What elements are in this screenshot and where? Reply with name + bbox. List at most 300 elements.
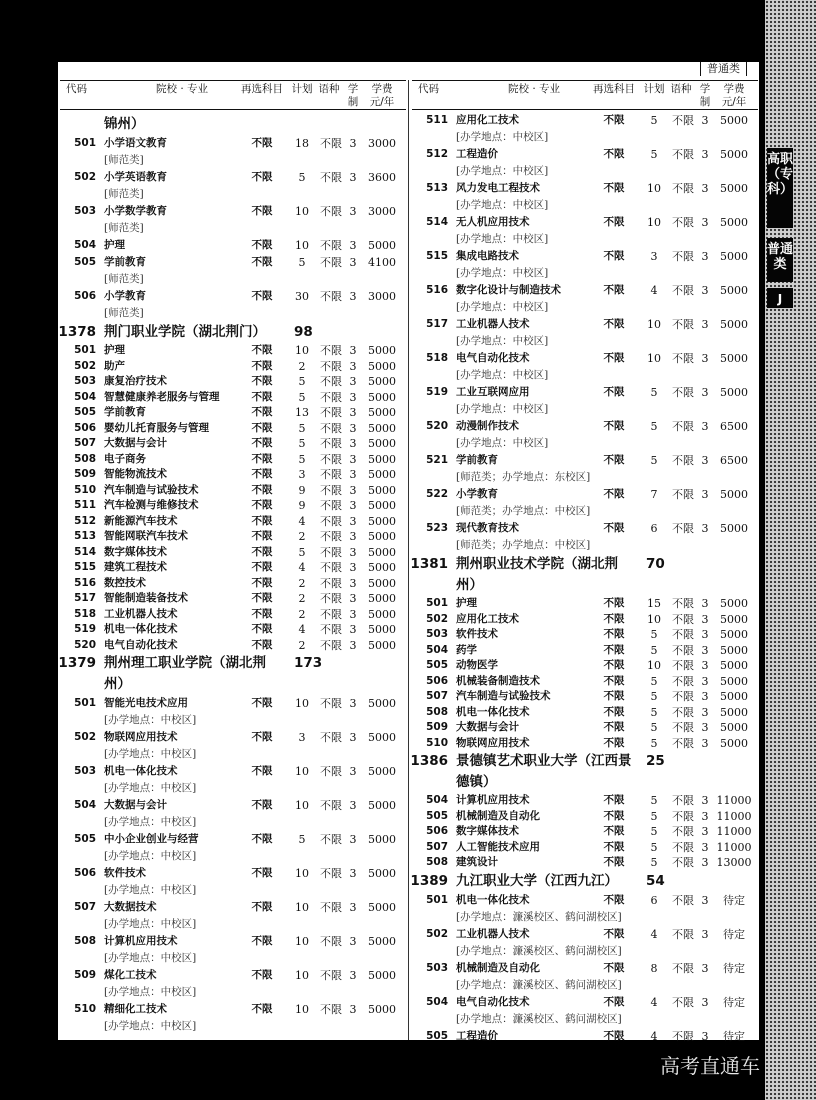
school-row [60,653,406,674]
major-note: [师范类] [104,188,144,200]
major-fee: 5000 [368,623,396,636]
major-language: 不限 [320,375,342,388]
major-system: 3 [701,522,709,535]
major-note: [办学地点：中校区] [456,437,549,449]
header-system: 学 [699,83,711,95]
major-language: 不限 [672,318,694,331]
major-name: 护理 [456,597,477,609]
note-row [412,231,758,248]
major-language: 不限 [672,721,694,734]
major-fee: 待定 [723,1029,745,1043]
major-plan: 4 [298,561,306,574]
major-system: 3 [349,576,357,590]
major-subject: 不限 [603,927,625,940]
major-plan: 2 [298,638,306,652]
major-language: 不限 [320,137,342,150]
major-code: 502 [74,171,96,183]
major-fee: 5000 [368,437,396,450]
major-note: [师范类] [104,154,144,166]
major-plan: 5 [298,390,306,404]
school-code: 1381 [410,556,448,572]
major-subject: 不限 [251,697,273,709]
note-row [60,746,406,763]
major-code: 505 [426,809,448,822]
major-code: 506 [426,825,448,837]
major-language: 不限 [320,290,342,303]
major-language: 不限 [672,643,694,657]
major-plan: 5 [650,386,658,399]
major-subject: 不限 [603,674,625,687]
major-note: [办学地点：中校区] [104,918,197,930]
major-name: 工业机器人技术 [456,927,530,940]
major-system: 3 [349,452,357,466]
major-fee: 6500 [720,454,748,467]
major-name: 机械制造及自动化 [456,809,540,822]
major-subject: 不限 [603,995,625,1008]
major-language: 不限 [672,352,694,365]
major-system: 3 [701,1029,709,1043]
note-row [412,943,758,960]
major-plan: 10 [647,352,661,365]
major-subject: 不限 [251,833,273,845]
major-system: 3 [349,514,357,528]
major-system: 3 [701,420,709,433]
major-subject: 不限 [603,597,625,609]
major-row [412,316,758,333]
major-row [60,237,406,254]
major-fee: 5000 [368,867,396,880]
major-system: 3 [349,545,357,559]
major-language: 不限 [320,530,342,543]
school-total-plan: 54 [646,872,665,889]
note-row [412,435,758,452]
major-name: 数字媒体技术 [456,825,519,837]
major-name: 护理 [104,344,125,356]
major-subject: 不限 [251,592,273,604]
major-name: 汽车制造与试验技术 [104,483,199,496]
major-system: 3 [349,239,357,252]
major-code: 517 [74,592,96,604]
major-fee: 5000 [720,114,748,127]
major-system: 3 [701,674,709,688]
major-subject: 不限 [603,690,625,702]
major-subject: 不限 [603,794,625,806]
major-name: 人工智能技术应用 [456,840,540,853]
major-code: 511 [426,114,448,126]
major-row [412,384,758,401]
major-name: 数字化设计与制造技术 [456,284,561,296]
major-plan: 10 [647,659,661,672]
major-fee: 5000 [720,659,748,672]
major-plan: 5 [298,375,306,388]
major-row [412,214,758,231]
major-row [60,359,406,375]
note-row [412,299,758,316]
major-system: 3 [349,969,357,982]
major-plan: 4 [650,927,658,941]
major-name: 煤化工技术 [104,969,157,981]
major-fee: 5000 [720,148,748,161]
major-system: 3 [349,137,357,150]
note-row [412,367,758,384]
header-school-major: 院校 · 专业 [507,83,560,95]
major-system: 3 [349,499,357,512]
major-language: 不限 [320,901,342,914]
major-fee: 3600 [368,171,396,184]
major-note: [办学地点：濂溪校区、鹤问湖校区] [456,1012,622,1025]
major-plan: 10 [295,867,309,880]
major-row [60,545,406,561]
major-language: 不限 [672,840,694,854]
major-language: 不限 [672,612,694,626]
major-note: [办学地点：中校区] [456,199,549,211]
major-language: 不限 [320,765,342,778]
major-fee: 3000 [368,290,396,303]
major-subject: 不限 [603,352,625,364]
major-row [60,452,406,468]
major-system: 3 [701,736,709,750]
major-row [60,288,406,305]
major-system: 3 [701,148,709,161]
major-code: 504 [426,794,448,806]
major-system: 3 [349,607,357,621]
major-name: 工程造价 [456,148,498,160]
major-note: [办学地点：中校区] [104,816,197,828]
major-plan: 5 [298,437,306,450]
major-code: 508 [426,705,448,718]
major-plan: 2 [298,607,306,621]
major-system: 3 [349,901,357,914]
major-language: 不限 [320,935,342,948]
major-subject: 不限 [603,420,625,432]
note-row [412,977,758,994]
major-row [412,674,758,690]
school-name: 九江职业大学（江西九江） [456,872,618,889]
major-system: 3 [349,561,357,574]
major-system: 3 [701,794,709,807]
major-name: 物联网应用技术 [456,736,530,749]
major-plan: 5 [298,171,306,184]
major-fee: 5000 [368,375,396,388]
major-row [60,483,406,499]
major-fee: 5000 [368,530,396,543]
major-language: 不限 [672,114,694,127]
major-plan: 4 [650,284,658,297]
major-plan: 30 [295,290,309,303]
side-tab-letter: J [767,288,793,308]
major-fee: 待定 [723,893,745,907]
major-name: 工业机器人技术 [456,318,530,330]
major-fee: 5000 [368,390,396,404]
major-system: 3 [349,359,357,373]
major-code: 506 [426,674,448,687]
major-system: 3 [349,171,357,184]
major-plan: 13 [295,406,309,419]
note-row [60,1018,406,1035]
major-system: 3 [349,592,357,605]
major-plan: 10 [647,182,661,195]
major-system: 3 [349,421,357,435]
major-row [60,514,406,530]
major-row [60,529,406,545]
major-fee: 5000 [720,216,748,229]
major-name: 智能网联汽车技术 [104,530,188,542]
major-note: [办学地点：中校区] [456,267,549,279]
major-subject: 不限 [603,454,625,466]
major-subject: 不限 [603,1029,625,1042]
major-row [60,607,406,623]
major-language: 不限 [672,1029,694,1043]
major-fee: 5000 [368,901,396,914]
major-subject: 不限 [251,452,273,465]
major-subject: 不限 [251,344,273,356]
major-fee: 5000 [720,612,748,626]
major-name: 小学英语教育 [104,171,167,183]
major-subject: 不限 [603,721,625,733]
note-row [412,503,758,520]
major-code: 502 [426,927,448,940]
major-plan: 10 [295,1003,309,1016]
major-code: 513 [74,530,96,542]
major-language: 不限 [320,833,342,846]
major-language: 不限 [672,995,694,1009]
major-language: 不限 [320,697,342,710]
major-code: 510 [74,1003,96,1015]
major-code: 502 [74,359,96,372]
major-name: 智慧健康养老服务与管理 [104,390,220,403]
header-fee-unit: 元/年 [721,96,747,108]
header-system-2: 制 [347,96,359,108]
major-language: 不限 [672,794,694,807]
major-name: 数控技术 [104,576,146,589]
major-subject: 不限 [251,731,273,743]
major-row [412,658,758,674]
major-system: 3 [349,623,357,636]
major-code: 507 [426,690,448,702]
major-system: 3 [701,597,709,610]
school-row [412,554,758,575]
major-subject: 不限 [603,809,625,822]
major-subject: 不限 [603,216,625,228]
major-language: 不限 [320,483,342,497]
major-system: 3 [701,216,709,229]
major-code: 507 [74,901,96,913]
note-row [412,163,758,180]
major-row [60,390,406,406]
major-system: 3 [701,825,709,838]
major-system: 3 [701,114,709,127]
major-plan: 8 [650,961,658,975]
major-fee: 5000 [368,799,396,812]
major-row [412,596,758,612]
side-tab-category: 普通类 [767,238,793,282]
major-system: 3 [701,628,709,641]
major-row [60,498,406,514]
major-note: [师范类；办学地点：中校区] [456,539,591,551]
major-row [60,405,406,421]
major-plan: 5 [650,721,658,734]
major-system: 3 [349,935,357,948]
major-name: 机电一体化技术 [456,705,530,718]
major-row [412,146,758,163]
major-subject: 不限 [251,171,273,183]
school-name: 州） [104,676,131,692]
major-language: 不限 [672,216,694,229]
major-plan: 5 [298,256,306,269]
major-note: [办学地点：中校区] [104,850,197,862]
major-code: 508 [426,856,448,868]
note-row [412,401,758,418]
major-code: 504 [74,799,96,811]
major-language: 不限 [672,250,694,263]
major-name: 工程造价 [456,1029,498,1042]
major-name: 软件技术 [456,628,498,640]
major-subject: 不限 [251,499,273,511]
major-row [60,421,406,437]
major-language: 不限 [672,809,694,823]
school-name-continued [60,114,406,135]
major-name: 工业互联网应用 [456,386,530,398]
header-fee: 学费 [371,83,393,95]
major-row [412,855,758,871]
major-row [60,695,406,712]
major-subject: 不限 [603,114,625,126]
note-row [60,780,406,797]
header-fee: 学费 [723,83,745,95]
major-fee: 5000 [368,468,396,481]
major-code: 509 [74,969,96,981]
major-language: 不限 [672,148,694,161]
major-system: 3 [349,205,357,218]
major-plan: 5 [650,690,658,703]
major-row [412,689,758,705]
major-plan: 2 [298,592,306,605]
major-code: 508 [74,935,96,947]
major-fee: 5000 [720,643,748,657]
major-fee: 5000 [720,597,748,610]
major-fee: 待定 [723,927,745,941]
major-row [60,865,406,882]
major-row [60,467,406,483]
header-school-major: 院校 · 专业 [155,83,208,95]
major-fee: 5000 [368,499,396,512]
note-row [412,469,758,486]
major-language: 不限 [672,420,694,433]
major-code: 509 [426,721,448,733]
major-plan: 10 [295,205,309,218]
major-code: 505 [74,406,96,418]
major-fee: 5000 [368,344,396,357]
major-plan: 9 [298,499,306,512]
major-system: 3 [701,454,709,467]
major-fee: 5000 [368,969,396,982]
major-fee: 5000 [720,628,748,641]
major-system: 3 [701,612,709,626]
major-code: 522 [426,488,448,500]
major-name: 计算机应用技术 [104,935,178,947]
major-language: 不限 [320,607,342,621]
major-name: 学前教育 [104,256,146,268]
major-system: 3 [349,731,357,744]
major-system: 3 [701,893,709,907]
major-subject: 不限 [603,705,625,718]
major-code: 505 [426,1029,448,1042]
major-code: 501 [74,344,96,356]
major-fee: 5000 [368,1003,396,1016]
major-fee: 待定 [723,961,745,975]
major-note: [办学地点：中校区] [456,301,549,313]
major-name: 软件技术 [104,867,146,879]
major-row [60,254,406,271]
major-row [412,960,758,977]
major-name: 应用化工技术 [456,114,519,126]
major-note: [办学地点：中校区] [104,884,197,896]
major-language: 不限 [320,452,342,466]
major-note: [办学地点：中校区] [104,986,197,998]
header-code: 代码 [66,83,87,95]
major-subject: 不限 [603,840,625,853]
major-name: 应用化工技术 [456,612,519,625]
major-fee: 5000 [720,690,748,703]
school-code: 1386 [410,753,448,769]
note-row [60,271,406,288]
major-note: [办学地点：中校区] [456,131,549,143]
major-code: 501 [74,137,96,149]
major-language: 不限 [320,545,342,559]
major-subject: 不限 [603,612,625,625]
major-name: 机械装备制造技术 [456,674,540,687]
major-language: 不限 [320,421,342,435]
major-row [412,809,758,825]
major-fee: 11000 [716,794,752,807]
major-subject: 不限 [251,765,273,777]
major-fee: 5000 [368,514,396,528]
major-plan: 4 [298,514,306,528]
major-subject: 不限 [603,284,625,296]
major-code: 503 [74,765,96,777]
major-row [412,793,758,809]
major-row [412,824,758,840]
major-note: [办学地点：濂溪校区、鹤问湖校区] [456,978,622,991]
major-note: [师范类] [104,222,144,234]
header-code: 代码 [418,83,439,95]
major-fee: 5000 [720,182,748,195]
major-row [60,831,406,848]
major-name: 现代教育技术 [456,522,519,534]
major-plan: 6 [650,893,658,907]
major-system: 3 [349,867,357,880]
header-system-2: 制 [699,96,711,108]
major-plan: 3 [298,468,306,481]
major-row [412,486,758,503]
major-note: [办学地点：中校区] [104,748,197,760]
major-row [412,705,758,721]
note-row [412,265,758,282]
major-plan: 10 [295,901,309,914]
major-plan: 10 [295,935,309,948]
major-row [412,180,758,197]
major-language: 不限 [320,1003,342,1016]
major-name: 药学 [456,643,477,656]
major-row [412,926,758,943]
major-plan: 10 [295,765,309,778]
major-plan: 5 [650,736,658,750]
major-row [412,840,758,856]
major-code: 503 [74,205,96,217]
major-subject: 不限 [603,893,625,906]
school-name-continued [60,674,406,695]
major-code: 504 [426,995,448,1008]
